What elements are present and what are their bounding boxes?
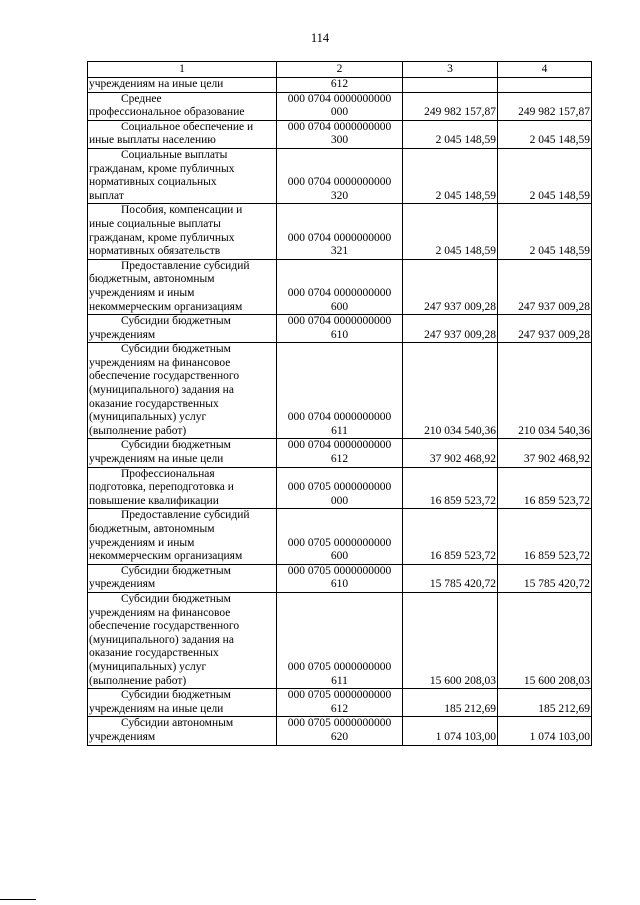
amount-col4-cell: 2 045 148,59	[498, 148, 592, 203]
item-name-line: Субсидии бюджетным	[121, 315, 231, 328]
item-name-cell	[88, 717, 277, 745]
item-name-line: нормативных социальных	[89, 176, 217, 189]
item-name-line: учреждениям	[89, 328, 156, 341]
amount-col4-cell: 1 074 103,00	[498, 717, 592, 745]
column-header-3: 3	[403, 62, 498, 78]
item-name-cell	[88, 439, 277, 467]
item-name-line: Субсидии бюджетным	[121, 439, 231, 452]
amount-col3-cell: 2 045 148,59	[403, 120, 498, 148]
item-name-cell	[88, 148, 277, 203]
item-name-line: Пособия, компенсации и	[121, 204, 243, 217]
budget-code-cell	[277, 564, 403, 592]
item-name-line: некоммерческим организациям	[89, 550, 243, 563]
item-name-line: оказание государственных	[89, 397, 219, 410]
budget-code-cell	[277, 315, 403, 343]
amount-col4-cell: 247 937 009,28	[498, 315, 592, 343]
item-name-line: Профессиональная	[121, 467, 215, 480]
amount-col3-cell: 16 859 523,72	[403, 509, 498, 564]
table-row	[88, 78, 592, 93]
budget-code-cell	[277, 120, 403, 148]
footer-rule	[0, 899, 36, 900]
item-name-cell	[88, 315, 277, 343]
item-name-line: Субсидии бюджетным	[121, 564, 231, 577]
budget-code-line: 321	[330, 245, 349, 258]
budget-code-line: 300	[330, 134, 349, 147]
amount-col4-cell: 15 600 208,03	[498, 592, 592, 688]
budget-code-cell	[277, 509, 403, 564]
budget-code-cell	[277, 689, 403, 717]
item-name-line: оказание государственных	[89, 647, 219, 660]
item-name-line: повышение квалификации	[89, 494, 219, 507]
budget-code-line: 000 0704 0000000000	[287, 286, 392, 299]
table-row	[88, 92, 592, 120]
item-name-line: (выполнение работ)	[89, 424, 187, 437]
budget-code-line: 000 0705 0000000000	[287, 481, 392, 494]
amount-col3-cell: 247 937 009,28	[403, 259, 498, 314]
table-row	[88, 439, 592, 467]
item-name-line: Субсидии бюджетным	[121, 343, 231, 356]
item-name-line: (муниципального) задания на	[89, 633, 234, 646]
item-name-line: обеспечение государственного	[89, 620, 240, 633]
item-name-line: учреждениям	[89, 730, 156, 743]
budget-code-line: 612	[330, 702, 349, 715]
item-name-line: учреждениям на финансовое	[89, 356, 231, 369]
budget-code-line: 000 0704 0000000000	[287, 92, 392, 105]
budget-code-cell	[277, 259, 403, 314]
item-name-cell	[88, 592, 277, 688]
budget-code-line: 000 0705 0000000000	[287, 564, 392, 577]
budget-code-line: 612	[330, 453, 349, 466]
item-name-line: Социальное обеспечение и	[121, 120, 254, 133]
budget-code-line: 000 0705 0000000000	[287, 717, 392, 730]
budget-code-line: 000 0704 0000000000	[287, 411, 392, 424]
budget-code-line: 000 0704 0000000000	[287, 231, 392, 244]
table-row	[88, 204, 592, 259]
item-name-line: Предоставление субсидий	[121, 509, 250, 522]
table-row	[88, 315, 592, 343]
item-name-line: Субсидии бюджетным	[121, 592, 231, 605]
item-name-cell	[88, 689, 277, 717]
table-row	[88, 509, 592, 564]
item-name-line: Субсидии автономным	[121, 717, 234, 730]
item-name-line: учреждениям на финансовое	[89, 606, 231, 619]
item-name-line: подготовка, переподготовка и	[89, 481, 234, 494]
item-name-cell	[88, 204, 277, 259]
item-name-line: Социальные выплаты	[121, 148, 228, 161]
budget-code-line: 610	[330, 328, 349, 341]
item-name-line: Предоставление субсидий	[121, 259, 250, 272]
amount-col3-cell	[403, 78, 498, 93]
amount-col4-cell: 16 859 523,72	[498, 467, 592, 509]
budget-code-line: 000 0705 0000000000	[287, 689, 392, 702]
budget-code-line: 000 0704 0000000000	[287, 315, 392, 328]
budget-code-cell	[277, 343, 403, 439]
budget-code-line: 612	[330, 78, 349, 90]
item-name-line: профессиональное образование	[89, 106, 245, 119]
item-name-line: учреждениям	[89, 578, 156, 591]
amount-col4-cell: 247 937 009,28	[498, 259, 592, 314]
column-header-4: 4	[498, 62, 592, 78]
table-row	[88, 592, 592, 688]
budget-code-line: 000 0704 0000000000	[287, 439, 392, 452]
budget-code-line: 000 0705 0000000000	[287, 536, 392, 549]
amount-col3-cell: 249 982 157,87	[403, 92, 498, 120]
amount-col4-cell: 16 859 523,72	[498, 509, 592, 564]
amount-col4-cell: 185 212,69	[498, 689, 592, 717]
amount-col4-cell: 249 982 157,87	[498, 92, 592, 120]
amount-col4-cell: 2 045 148,59	[498, 120, 592, 148]
table-row	[88, 343, 592, 439]
amount-col4-cell: 37 902 468,92	[498, 439, 592, 467]
item-name-cell	[88, 509, 277, 564]
budget-code-line: 000	[330, 106, 349, 119]
item-name-cell	[88, 467, 277, 509]
item-name-line: учреждениям и иным	[89, 286, 195, 299]
item-name-line: выплат	[89, 189, 124, 202]
item-name-line: учреждениям на иные цели	[89, 702, 224, 715]
page-number: 114	[310, 31, 330, 45]
budget-code-cell	[277, 78, 403, 93]
amount-col3-cell: 1 074 103,00	[403, 717, 498, 745]
amount-col3-cell: 16 859 523,72	[403, 467, 498, 509]
amount-col3-cell: 2 045 148,59	[403, 148, 498, 203]
budget-code-line: 000	[330, 494, 349, 507]
table-row	[88, 120, 592, 148]
amount-col3-cell: 210 034 540,36	[403, 343, 498, 439]
item-name-cell	[88, 78, 277, 93]
item-name-line: некоммерческим организациям	[89, 300, 243, 313]
amount-col3-cell: 15 600 208,03	[403, 592, 498, 688]
item-name-line: (муниципального) задания на	[89, 384, 234, 397]
item-name-line: (выполнение работ)	[89, 674, 187, 687]
table-row	[88, 467, 592, 509]
item-name-line: иные выплаты населению	[89, 134, 216, 147]
budget-code-cell	[277, 148, 403, 203]
amount-col4-cell: 2 045 148,59	[498, 204, 592, 259]
budget-code-line: 000 0704 0000000000	[287, 120, 392, 133]
item-name-cell	[88, 92, 277, 120]
item-name-line: учреждениям и иным	[89, 536, 195, 549]
budget-code-line: 611	[331, 674, 348, 687]
item-name-cell	[88, 564, 277, 592]
budget-code-line: 320	[330, 189, 349, 202]
budget-code-line: 620	[330, 730, 349, 743]
item-name-line: (муниципальных) услуг	[89, 411, 207, 424]
budget-code-cell	[277, 467, 403, 509]
amount-col3-cell: 185 212,69	[403, 689, 498, 717]
item-name-line: бюджетным, автономным	[89, 523, 215, 535]
item-name-line: обеспечение государственного	[89, 370, 240, 383]
amount-col4-cell: 210 034 540,36	[498, 343, 592, 439]
table-row	[88, 717, 592, 745]
budget-table	[87, 61, 592, 746]
item-name-line: учреждениям на иные цели	[89, 453, 224, 466]
table-row	[88, 564, 592, 592]
item-name-line: Субсидии бюджетным	[121, 689, 231, 702]
item-name-line: гражданам, кроме публичных	[89, 162, 235, 175]
budget-code-line: 600	[330, 300, 349, 313]
item-name-cell	[88, 259, 277, 314]
amount-col3-cell: 15 785 420,72	[403, 564, 498, 592]
amount-col4-cell	[498, 78, 592, 93]
budget-code-line: 600	[330, 550, 349, 563]
item-name-cell	[88, 343, 277, 439]
table-row	[88, 148, 592, 203]
budget-code-cell	[277, 204, 403, 259]
item-name-line: (муниципальных) услуг	[89, 660, 207, 673]
table-row	[88, 259, 592, 314]
amount-col3-cell: 247 937 009,28	[403, 315, 498, 343]
budget-code-cell	[277, 92, 403, 120]
item-name-line: бюджетным, автономным	[89, 273, 215, 286]
budget-code-line: 000 0705 0000000000	[287, 660, 392, 673]
budget-code-line: 611	[331, 424, 348, 437]
column-header-2: 2	[277, 62, 403, 78]
budget-code-cell	[277, 439, 403, 467]
amount-col3-cell: 37 902 468,92	[403, 439, 498, 467]
budget-code-cell	[277, 717, 403, 745]
item-name-line: Среднее	[121, 92, 162, 105]
table-body	[88, 78, 592, 746]
item-name-line: гражданам, кроме публичных	[89, 231, 235, 244]
item-name-line: нормативных обязательств	[89, 245, 221, 258]
column-header-1: 1	[88, 62, 277, 78]
amount-col4-cell: 15 785 420,72	[498, 564, 592, 592]
amount-col3-cell: 2 045 148,59	[403, 204, 498, 259]
budget-code-line: 000 0704 0000000000	[287, 176, 392, 189]
table-row	[88, 689, 592, 717]
item-name-line: иные социальные выплаты	[89, 217, 221, 230]
table-header-row	[88, 62, 592, 78]
item-name-cell	[88, 120, 277, 148]
budget-code-line: 610	[330, 578, 349, 591]
budget-code-cell	[277, 592, 403, 688]
item-name-line: учреждениям на иные цели	[89, 78, 224, 90]
